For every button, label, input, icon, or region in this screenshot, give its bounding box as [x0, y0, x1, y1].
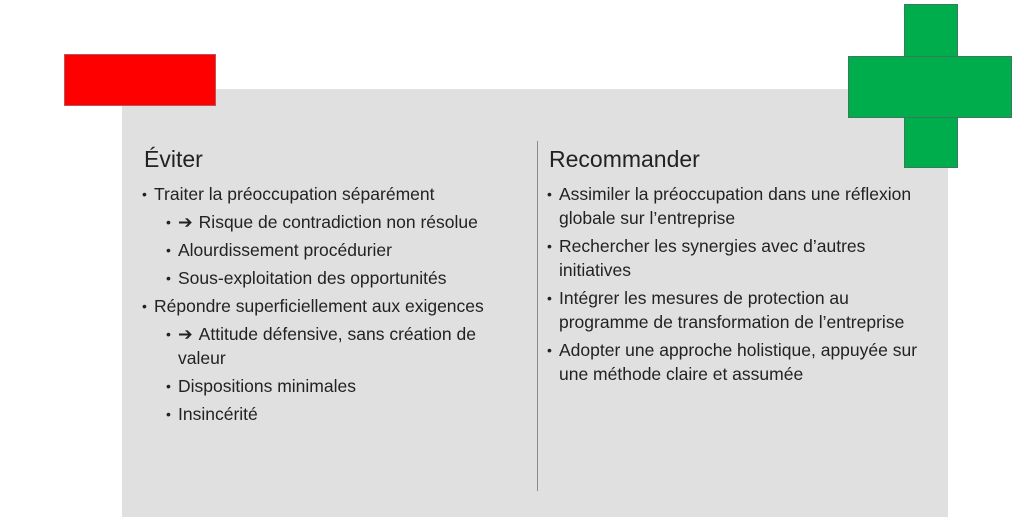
bullet-icon: •	[166, 378, 171, 394]
recommend-item-text: Assimiler la préoccupation dans une réflexion globale sur l’entreprise	[559, 184, 912, 228]
recommend-item	[545, 338, 925, 386]
plus-center	[905, 57, 957, 117]
bullet-icon: •	[142, 186, 147, 202]
avoid-item	[140, 182, 520, 206]
bullet-icon: •	[547, 290, 552, 306]
arrow-right-icon: ➔	[178, 324, 193, 344]
recommend-item	[545, 182, 925, 230]
recommend-item	[545, 234, 925, 282]
recommend-item-text: Intégrer les mesures de protection au programme de transformation de l’entreprise	[559, 288, 905, 332]
arrow-right-icon: ➔	[178, 212, 193, 232]
minus-sign-icon	[64, 54, 216, 106]
bullet-icon: •	[166, 326, 171, 342]
bullet-icon: •	[166, 270, 171, 286]
plus-sign-icon	[848, 4, 1012, 168]
avoid-item-text: Répondre superficiellement aux exigences	[154, 296, 484, 316]
avoid-subitem	[140, 402, 520, 426]
bullet-icon: •	[166, 406, 171, 422]
bullet-icon: •	[166, 242, 171, 258]
recommend-list	[545, 182, 925, 386]
avoid-subitem-text: Dispositions minimales	[178, 376, 356, 396]
avoid-subitem	[140, 374, 520, 398]
bullet-icon: •	[547, 186, 552, 202]
avoid-subitem-text: Attitude défensive, sans création de valeur	[178, 324, 476, 368]
avoid-subitem-text: Alourdissement procédurier	[178, 240, 392, 260]
recommend-item	[545, 286, 925, 334]
avoid-subitem-text: Risque de contradiction non résolue	[198, 212, 478, 232]
bullet-icon: •	[547, 238, 552, 254]
avoid-list	[140, 182, 520, 426]
avoid-item-text: Traiter la préoccupation séparément	[154, 184, 435, 204]
bullet-icon: •	[142, 298, 147, 314]
recommend-item-text: Rechercher les synergies avec d’autres initiatives	[559, 236, 866, 280]
avoid-subitem	[140, 322, 520, 370]
avoid-subitem	[140, 210, 520, 234]
recommend-heading: Recommander	[549, 146, 700, 172]
bullet-icon: •	[547, 342, 552, 358]
recommend-item-text: Adopter une approche holistique, appuyée sur une méthode claire et assumée	[559, 340, 918, 384]
avoid-subitem	[140, 238, 520, 262]
bullet-icon: •	[166, 214, 171, 230]
column-divider	[537, 141, 538, 491]
avoid-heading: Éviter	[144, 146, 203, 172]
avoid-item	[140, 294, 520, 318]
avoid-column	[140, 146, 520, 430]
avoid-subitem	[140, 266, 520, 290]
avoid-subitem-text: Sous-exploitation des opportunités	[178, 268, 447, 288]
avoid-subitem-text: Insincérité	[178, 404, 258, 424]
recommend-column	[545, 146, 925, 390]
